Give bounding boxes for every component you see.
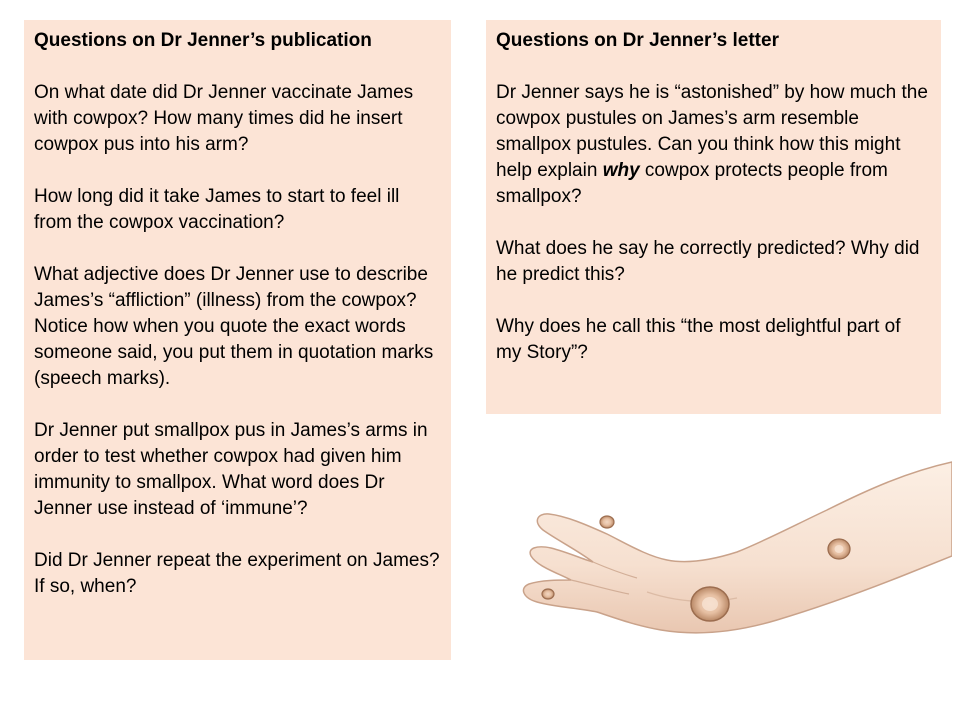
publication-questions-panel	[24, 20, 451, 660]
arm-shape	[523, 462, 952, 633]
publication-question-3: What adjective does Dr Jenner use to describe James’s “affliction” (illness) from the cowpox? Notice how when you quote the exact words someone said, you put them in quotation marks (speech marks).	[34, 264, 434, 389]
pustule-finger	[542, 589, 554, 599]
hand-with-pustules-illustration	[497, 452, 952, 667]
letter-question-2: What does he say he correctly predicted? Why did he predict this?	[496, 238, 920, 285]
letter-question-1-start: Dr Jenner says he is “astonished” by how much the cowpox pustules on James’s arm resemble smallpox pustules. Can you think how this might help explain	[496, 82, 928, 181]
letter-questions-title: Questions on Dr Jenner’s letter	[496, 30, 779, 51]
pustule-wrist	[600, 516, 614, 528]
letter-questions-panel	[486, 20, 941, 414]
letter-question-1-end: cowpox protects people from smallpox?	[496, 160, 888, 207]
letter-question-3: Why does he call this “the most delightful part of my Story”?	[496, 316, 901, 363]
publication-question-5: Did Dr Jenner repeat the experiment on James? If so, when?	[34, 550, 440, 597]
publication-question-4: Dr Jenner put smallpox pus in James’s arms in order to test whether cowpox had given him immunity to smallpox. What word does Dr Jenner use instead of ‘immune’?	[34, 420, 428, 519]
publication-question-2: How long did it take James to start to feel ill from the cowpox vaccination?	[34, 186, 400, 233]
letter-question-1	[496, 80, 931, 210]
publication-questions-title: Questions on Dr Jenner’s publication	[34, 30, 372, 51]
publication-question-1: On what date did Dr Jenner vaccinate James with cowpox? How many times did he insert cowpox pus into his arm?	[34, 82, 414, 155]
letter-question-1-emphasis: why	[602, 160, 640, 181]
